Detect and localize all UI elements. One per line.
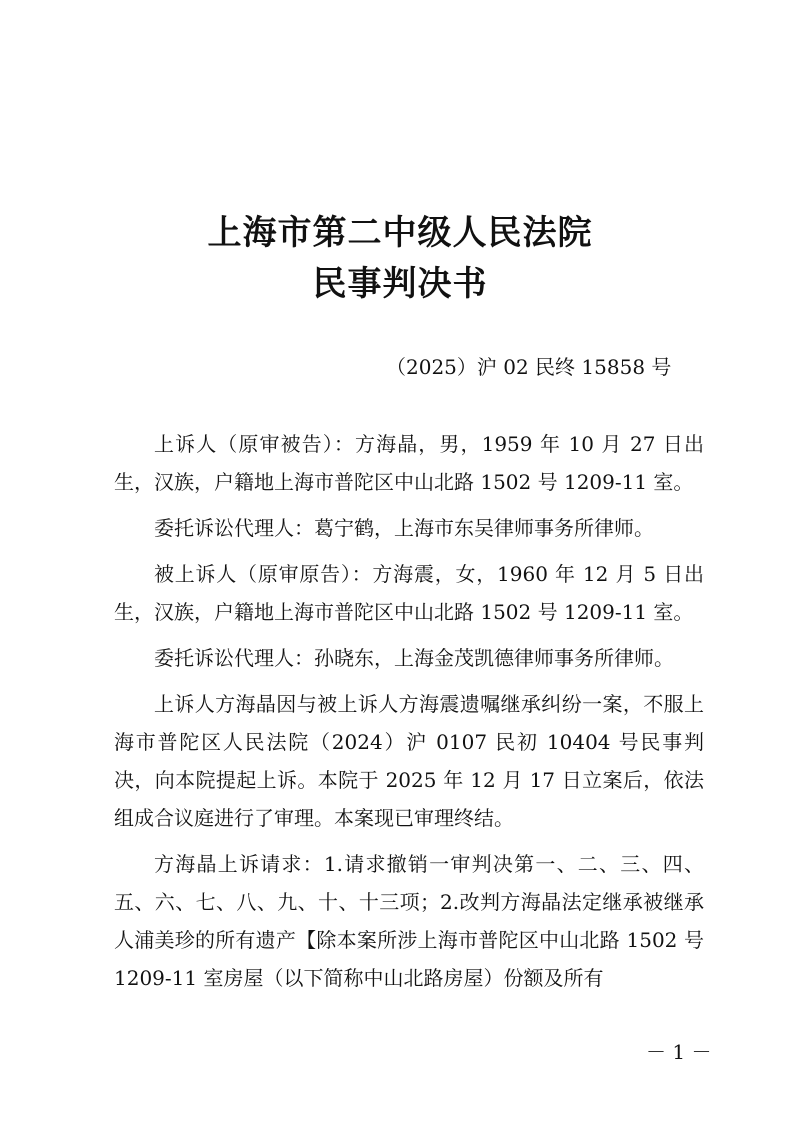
paragraph-appellee: 被上诉人（原审原告）：方海震，女，1960 年 12 月 5 日出生，汉族，户籍地上海市普陀区中山北路 1502 号 1209-11 室。 bbox=[114, 562, 704, 624]
paragraph-appellant: 上诉人（原审被告）：方海晶，男，1959 年 10 月 27 日出生，汉族，户籍地上海市普陀区中山北路 1502 号 1209-11 室。 bbox=[114, 432, 704, 494]
court-name-heading: 上海市第二中级人民法院 bbox=[207, 213, 593, 253]
case-number: （2025）沪 02 民终 15858 号 bbox=[386, 355, 672, 379]
page-number: － 1 － bbox=[646, 1040, 712, 1064]
paragraph-appeal-claims: 方海晶上诉请求：1.请求撤销一审判决第一、二、三、四、五、六、七、八、九、十、十三项；2.改判方海晶法定继承被继承人浦美珍的所有遗产【除本案所涉上海市普陀区中山北路 1502 号 1209-11 室房屋（以下简称中山北路房屋）份额及所有 bbox=[114, 852, 704, 990]
paragraph-case-background: 上诉人方海晶因与被上诉人方海震遗嘱继承纠纷一案，不服上海市普陀区人民法院（2024）沪 0107 民初 10404 号民事判决，向本院提起上诉。本院于 2025 年 12 月 17 日立案后，依法组成合议庭进行了审理。本案现已审理终结。 bbox=[114, 692, 704, 830]
paragraph-appellee-agent: 委托诉讼代理人：孙晓东，上海金茂凯德律师事务所律师。 bbox=[154, 646, 674, 670]
document-type-heading: 民事判决书 bbox=[312, 264, 488, 304]
paragraph-appellant-agent: 委托诉讼代理人：葛宁鹤，上海市东吴律师事务所律师。 bbox=[154, 516, 654, 540]
document-body bbox=[114, 425, 704, 1005]
